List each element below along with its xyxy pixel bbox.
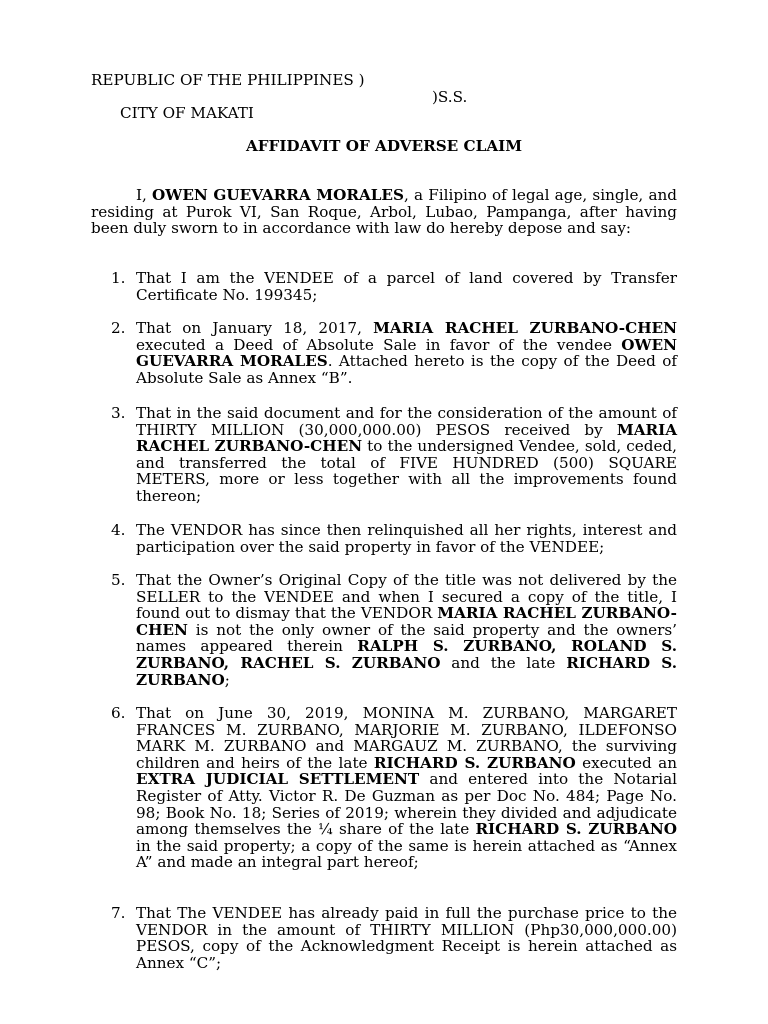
item-text-segment: is not the only owner of the said property and the owners’ names appeared therein [136,620,677,656]
item-text [136,905,677,971]
item-number: 4. [111,521,126,539]
deceased-owner-name: RICHARD S. ZURBANO [475,820,677,839]
item-number: 1. [111,269,126,287]
item-text-segment: That on June 30, 2019, MONINA M. ZURBANO, MARGARET FRANCES M. ZURBANO, MARJORIE M. ZURBANO, ILDEFONSO MARK M. ZURBANO and MARGAUZ M. ZURBANO, the surviving children and heirs of the late [136,704,677,772]
item-number: 5. [111,571,126,589]
item-text-segment: and the late [440,653,567,672]
venue-line-city [91,87,691,123]
item-text-segment: That the Owner’s Original Copy of the title was not delivered by the SELLER to the VENDEE and when I secured a copy of the title, I found out to dismay that the VENDOR [136,571,677,623]
list-item [111,405,677,505]
item-text [136,522,677,555]
item-text-segment: That in the said document and for the consideration of the amount of THIRTY MILLION (30,000,000.00) PESOS received by [136,404,677,439]
item-text-segment: That The VENDEE has already paid in full the purchase price to the VENDOR in the amount of THIRTY MILLION (Php30,000,000.00) PESOS, copy of the Acknowledgment Receipt is herein attached as Annex “C”; [136,904,677,972]
settlement-title: EXTRA JUDICIAL SETTLEMENT [136,770,420,789]
list-item [111,320,677,386]
item-text-segment: That on January 18, 2017, [136,319,374,337]
item-number: 2. [111,319,126,337]
item-text-segment: and entered into the Notarial Register of Atty. Victor R. De Guzman as per Doc No. 484; Page No. 98; Book No. 18; Series of 2019; wherein they divided and adjudicate among themselves the ¼ share of the late [136,770,678,839]
vendee-name: OWEN GUEVARRA MORALES [136,335,677,371]
deceased-owner-name: RICHARD S. ZURBANO [136,653,677,689]
list-item [111,905,677,971]
item-number: 6. [111,704,126,722]
item-text-segment: executed an [575,753,677,772]
item-number: 7. [111,904,126,922]
list-item [111,270,677,303]
intro-paragraph [91,187,677,237]
affiant-name: OWEN GUEVARRA MORALES [152,186,404,204]
vendor-name: MARIA RACHEL ZURBANO-CHEN [136,604,677,639]
item-text-segment: in the said property; a copy of the same is herein attached as “Annex A” and made an integral part hereof; [136,836,677,872]
item-text [136,270,677,303]
item-text [136,572,677,688]
item-text-segment: That I am the VENDEE of a parcel of land covered by Transfer Certificate No. 199345; [136,269,677,304]
venue-header [91,71,691,123]
item-text [136,705,677,871]
list-item [111,522,677,555]
venue-line-republic: REPUBLIC OF THE PHILIPPINES ) [91,71,365,89]
vendor-name: MARIA RACHEL ZURBANO-CHEN [373,319,677,337]
item-text [136,320,677,386]
document-title: AFFIDAVIT OF ADVERSE CLAIM [245,137,523,155]
vendor-name: MARIA RACHEL ZURBANO-CHEN [136,420,677,456]
deceased-owner-name: RICHARD S. ZURBANO [373,753,576,772]
list-item [111,572,677,688]
item-text-segment: . Attached hereto is the copy of the Deed of Absolute Sale as Annex “B”. [136,352,677,387]
item-text-segment: ; [224,670,230,689]
intro-text-2: , a Filipino of legal age, single, and residing at Purok VI, San Roque, Arbol, Lubao, Pampanga, after having been duly sworn to in accordance with law do hereby depose and say: [91,186,678,238]
venue-ss: )S.S. [432,87,468,106]
list-item [111,705,677,871]
item-text-segment: The VENDOR has since then relinquished all her rights, interest and participation over the said property in favor of the VENDEE; [136,521,677,556]
item-text [136,405,677,505]
item-text-segment: executed a Deed of Absolute Sale in favor of the vendee [136,335,622,354]
item-text-segment: to the undersigned Vendee, sold, ceded, and transferred the total of FIVE HUNDRED (500) SQUARE METERS, more or less together with all the improvements found thereon; [136,437,678,505]
intro-text-1: I, [136,186,153,204]
owner-names: RALPH S. ZURBANO, ROLAND S. ZURBANO, RACHEL S. ZURBANO [136,637,677,672]
item-number: 3. [111,404,126,422]
venue-city: CITY OF MAKATI [119,104,254,123]
